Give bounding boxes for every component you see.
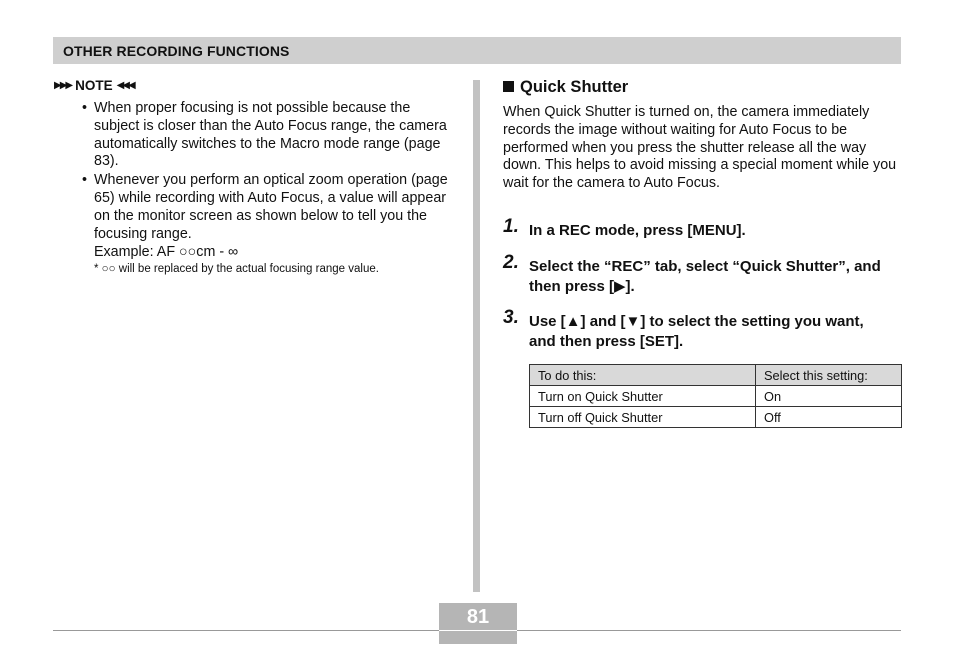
note-bullet — [82, 100, 452, 171]
section-title-text: Quick Shutter — [520, 78, 629, 96]
table-header-cell: Select this setting: — [756, 365, 902, 386]
note-bullet-text: When proper focusing is not possible because the subject is closer than the Auto Focus range, the camera automatically switches to the Macro mode range (page 83). — [94, 100, 447, 170]
arrows-right-icon: ▶▶▶ — [54, 80, 72, 91]
section-header-bar — [53, 37, 901, 64]
step-text: Select the “REC” tab, select “Quick Shutter”, and then press [▶]. — [529, 258, 881, 295]
table-cell: Off — [756, 407, 902, 428]
table-cell: On — [756, 386, 902, 407]
column-divider — [473, 80, 480, 592]
note-bullet — [82, 172, 452, 243]
page-number-stripe — [439, 630, 517, 631]
section-title — [503, 78, 628, 97]
settings-table — [529, 364, 902, 428]
square-bullet-icon — [503, 81, 514, 92]
step-text: In a REC mode, press [MENU]. — [529, 222, 746, 239]
step-number: 2. — [503, 252, 519, 273]
table-header-row — [530, 365, 902, 386]
note-bullet-text: Whenever you perform an optical zoom operation (page 65) while recording with Auto Focus, a value will appear on the monitor screen as shown below to tell you the focusing range. — [94, 172, 448, 242]
note-label: NOTE — [75, 78, 113, 93]
step-text: Use [▲] and [▼] to select the setting you want, and then press [SET]. — [529, 313, 864, 350]
page-number-box — [439, 603, 517, 644]
bullet-dot: • — [82, 172, 88, 189]
note-heading — [54, 78, 134, 93]
table-cell: Turn on Quick Shutter — [530, 386, 756, 407]
step-1 — [503, 216, 893, 241]
table-cell: Turn off Quick Shutter — [530, 407, 756, 428]
table-row — [530, 386, 902, 407]
section-header-title: OTHER RECORDING FUNCTIONS — [63, 43, 290, 59]
step-number: 3. — [503, 307, 519, 328]
page-number: 81 — [466, 606, 490, 628]
note-footnote: * ○○ will be replaced by the actual focusing range value. — [94, 263, 379, 276]
note-bullets — [82, 100, 452, 276]
arrows-left-icon: ◀◀◀ — [116, 80, 134, 91]
step-3 — [503, 307, 893, 352]
step-number: 1. — [503, 216, 519, 237]
table-row — [530, 407, 902, 428]
note-example: Example: AF ○○cm - ∞ — [94, 244, 239, 261]
table-header-cell: To do this: — [530, 365, 756, 386]
section-body: When Quick Shutter is turned on, the camera immediately records the image without waiting for Auto Focus to be performed when you press the shutter release all the way down. This helps to avoid missing a special moment while you wait for the camera to Auto Focus. — [503, 104, 897, 192]
bullet-dot: • — [82, 100, 88, 116]
step-2 — [503, 252, 893, 297]
